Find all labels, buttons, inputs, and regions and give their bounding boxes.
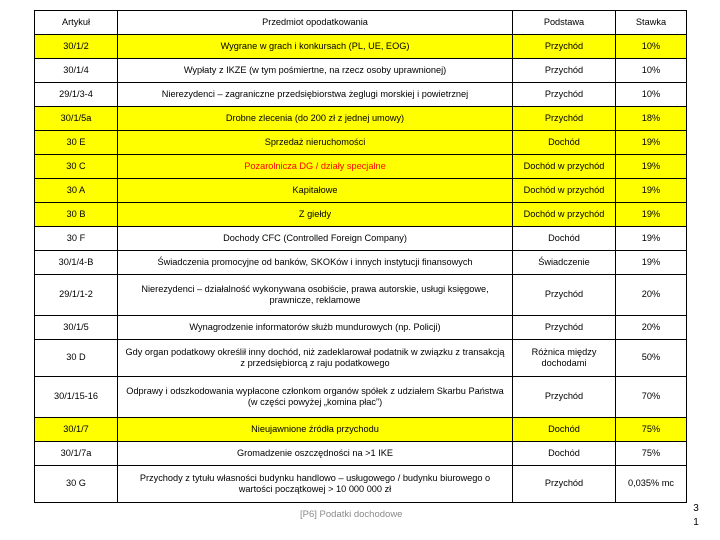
header-article: Artykuł bbox=[35, 11, 118, 35]
cell-base: Dochód w przychód bbox=[513, 203, 616, 227]
cell-article: 30 E bbox=[35, 131, 118, 155]
cell-base: Różnica między dochodami bbox=[513, 340, 616, 377]
cell-article: 30 F bbox=[35, 227, 118, 251]
cell-subject: Z giełdy bbox=[118, 203, 513, 227]
cell-article: 30/1/5 bbox=[35, 316, 118, 340]
cell-subject: Kapitałowe bbox=[118, 179, 513, 203]
table-row bbox=[35, 35, 687, 59]
cell-base: Dochód w przychód bbox=[513, 155, 616, 179]
table-row bbox=[35, 227, 687, 251]
cell-subject: Drobne zlecenia (do 200 zł z jednej umowy) bbox=[118, 107, 513, 131]
cell-subject: Świadczenia promocyjne od banków, SKOKów i innych instytucji finansowych bbox=[118, 251, 513, 275]
cell-subject: Nierezydenci – zagraniczne przedsiębiorstwa żeglugi morskiej i powietrznej bbox=[118, 83, 513, 107]
cell-rate: 75% bbox=[616, 442, 687, 466]
cell-article: 30/1/4 bbox=[35, 59, 118, 83]
cell-subject: Wypłaty z IKZE (w tym pośmiertne, na rzecz osoby uprawnionej) bbox=[118, 59, 513, 83]
cell-subject: Gromadzenie oszczędności na >1 IKE bbox=[118, 442, 513, 466]
cell-rate: 20% bbox=[616, 316, 687, 340]
table-row bbox=[35, 59, 687, 83]
table-row bbox=[35, 340, 687, 377]
cell-rate: 19% bbox=[616, 179, 687, 203]
table-row bbox=[35, 418, 687, 442]
cell-rate: 70% bbox=[616, 377, 687, 418]
table-row bbox=[35, 251, 687, 275]
cell-rate: 50% bbox=[616, 340, 687, 377]
table-row bbox=[35, 155, 687, 179]
cell-subject: Odprawy i odszkodowania wypłacone członkom organów spółek z udziałem Skarbu Państwa (w części powyżej „komina płac”) bbox=[118, 377, 513, 418]
table-row bbox=[35, 316, 687, 340]
table-row bbox=[35, 442, 687, 466]
cell-article: 30 B bbox=[35, 203, 118, 227]
cell-article: 30/1/7a bbox=[35, 442, 118, 466]
cell-rate: 19% bbox=[616, 227, 687, 251]
page-number: 3 1 bbox=[693, 503, 699, 528]
cell-rate: 10% bbox=[616, 35, 687, 59]
cell-base: Przychód bbox=[513, 275, 616, 316]
cell-subject: Nieujawnione źródła przychodu bbox=[118, 418, 513, 442]
cell-rate: 10% bbox=[616, 83, 687, 107]
cell-rate: 19% bbox=[616, 203, 687, 227]
header-rate: Stawka bbox=[616, 11, 687, 35]
cell-rate: 19% bbox=[616, 155, 687, 179]
cell-base: Przychód bbox=[513, 466, 616, 503]
cell-article: 30/1/15-16 bbox=[35, 377, 118, 418]
table-row bbox=[35, 131, 687, 155]
cell-article: 30 G bbox=[35, 466, 118, 503]
cell-subject: Dochody CFC (Controlled Foreign Company) bbox=[118, 227, 513, 251]
tax-rate-table bbox=[34, 10, 687, 503]
cell-article: 30/1/5a bbox=[35, 107, 118, 131]
table-row bbox=[35, 377, 687, 418]
cell-article: 30/1/2 bbox=[35, 35, 118, 59]
cell-article: 29/1/3-4 bbox=[35, 83, 118, 107]
cell-article: 30/1/4-B bbox=[35, 251, 118, 275]
cell-subject: Pozarolnicza DG / działy specjalne bbox=[118, 155, 513, 179]
cell-article: 30 A bbox=[35, 179, 118, 203]
cell-rate: 75% bbox=[616, 418, 687, 442]
cell-base: Dochód w przychód bbox=[513, 179, 616, 203]
cell-base: Dochód bbox=[513, 418, 616, 442]
cell-article: 30 D bbox=[35, 340, 118, 377]
cell-subject: Gdy organ podatkowy określił inny dochód, niż zadeklarował podatnik w związku z transakcją z przedsiębiorcą z raju podatkowego bbox=[118, 340, 513, 377]
cell-rate: 10% bbox=[616, 59, 687, 83]
cell-base: Przychód bbox=[513, 35, 616, 59]
header-subject: Przedmiot opodatkowania bbox=[118, 11, 513, 35]
cell-rate: 18% bbox=[616, 107, 687, 131]
cell-subject: Wygrane w grach i konkursach (PL, UE, EOG) bbox=[118, 35, 513, 59]
cell-base: Dochód bbox=[513, 442, 616, 466]
cell-base: Przychód bbox=[513, 377, 616, 418]
cell-rate: 19% bbox=[616, 131, 687, 155]
cell-rate: 19% bbox=[616, 251, 687, 275]
cell-rate: 0,035% mc bbox=[616, 466, 687, 503]
table-row bbox=[35, 179, 687, 203]
cell-article: 30/1/7 bbox=[35, 418, 118, 442]
cell-base: Dochód bbox=[513, 227, 616, 251]
footer-caption: [P6] Podatki dochodowe bbox=[300, 509, 403, 520]
cell-article: 29/1/1-2 bbox=[35, 275, 118, 316]
cell-base: Przychód bbox=[513, 83, 616, 107]
cell-base: Dochód bbox=[513, 131, 616, 155]
cell-subject: Sprzedaż nieruchomości bbox=[118, 131, 513, 155]
table-row bbox=[35, 83, 687, 107]
cell-base: Przychód bbox=[513, 107, 616, 131]
cell-base: Świadczenie bbox=[513, 251, 616, 275]
table-row bbox=[35, 275, 687, 316]
cell-subject: Wynagrodzenie informatorów służb mundurowych (np. Policji) bbox=[118, 316, 513, 340]
table-row bbox=[35, 107, 687, 131]
cell-article: 30 C bbox=[35, 155, 118, 179]
table-header-row bbox=[35, 11, 687, 35]
cell-rate: 20% bbox=[616, 275, 687, 316]
table-row bbox=[35, 203, 687, 227]
header-base: Podstawa bbox=[513, 11, 616, 35]
cell-base: Przychód bbox=[513, 59, 616, 83]
cell-subject: Nierezydenci – działalność wykonywana osobiście, prawa autorskie, usługi księgowe, prawnicze, reklamowe bbox=[118, 275, 513, 316]
table-row bbox=[35, 466, 687, 503]
cell-base: Przychód bbox=[513, 316, 616, 340]
cell-subject: Przychody z tytułu własności budynku handlowo – usługowego / budynku biurowego o wartości początkowej > 10 000 000 zł bbox=[118, 466, 513, 503]
